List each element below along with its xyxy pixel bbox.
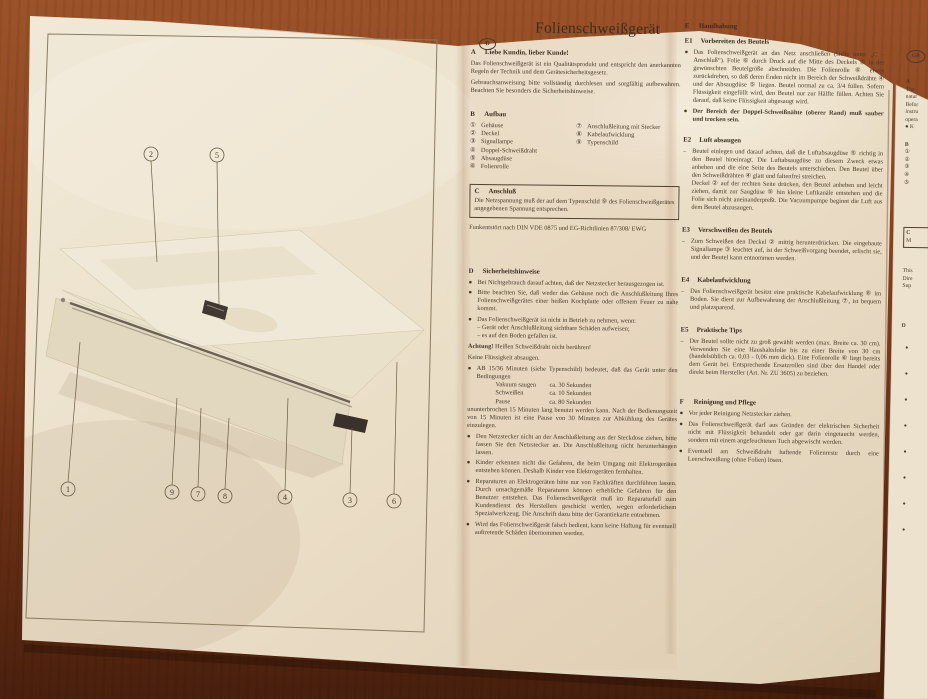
language-badge-gb: GB: [906, 50, 925, 63]
part-item: ⑥ Folienrolle: [469, 163, 509, 171]
column-german-handling: [677, 23, 885, 586]
section-letter: B: [470, 110, 475, 118]
gb-truncated-text: This Dire Sup: [902, 268, 913, 290]
step-item: ● Das Folienschweißgerät an das Netz anschließen (siehe unter „C – Anschluß“). Folie ⑥ durch Druck auf die Mitte des Deckels ② in der gewünschten Beutelgröße abschneiden. Die Folienrolle ⑥ etwas zurückdrehen, so daß deren Enden nicht im Bereich der Schweißdrähte ④ und der Absaugdüse ⑤ liegen. Beutel normal zu ca. 3/4 füllen. Sofern Flüssigkeit eingefüllt wird, den Beutel nur zur Hälfte füllen. Achten Sie darauf, daß keine Flüssigkeit abgesaugt wird.: [684, 48, 885, 105]
step-item: – Das Folienschweißgerät besitzt eine praktische Kabelaufwicklung ⑧ im Boden. Sie dient zur Aufbewahrung der Anschlußleitung ⑦, ist bequem und platzsparend.: [681, 287, 882, 311]
safety-item: Keine Flüssigkeit absaugen.: [467, 353, 540, 362]
section-f-heading: Reinigung und Pflege: [693, 399, 756, 407]
gb-bullet-column: ● ● ● ● ● ● ● ●: [902, 346, 909, 534]
part-item: ⑤ Absaugdüse: [469, 154, 513, 163]
safety-item: ● Wird das Folienschweißgerät falsch bedient, kann keine Haftung für eventuell auftretende Schäden übernommen werden.: [465, 520, 677, 538]
safety-item: ● Reparaturen an Elektrogeräten bitte nur von Fachkräften durchführen lassen. Durch unsachgemäße Reparaturen können erhebliche Gefahren für den Benutzer entstehen. Das Folienschweißgerät muß im Reparaturfall zum Kundendienst des Herstellers geschickt werden, wegen erforderlichem Spezialwerkzeug. Die Anschrift dazu bitte der Garantiekarte entnehmen.: [466, 478, 677, 520]
safety-item: ununterbrochen 15 Minuten lang benutzt werden kann. Nach der Bedienungszeit von 15 Minuten ist eine Pause von 30 Minuten zur Abkühlung des Gerätes einzulegen.: [467, 405, 678, 429]
duty-cycle-row: Vakuum saugen ca. 30 Sekunden: [495, 381, 592, 390]
safety-item: ● Bei Nichtgebrauch darauf achten, daß der Netzstecker herausgezogen ist.: [468, 278, 665, 288]
care-item: ● Das Folienschweißgerät darf aus Gründen der elektrischen Sicherheit nicht mit Flüssigkeit behandelt oder gar darin eingetaucht werden, sondern mit einem angefeuchteten Tuch abgewischt werden.: [679, 420, 880, 446]
gb-parts-list-edge: B ① ② ③ ④ ⑤: [904, 141, 910, 186]
section-f: F Reinigung und Pflege ● Vor jeder Reinigung Netzstecker ziehen. ● Das Folienschweißgerät darf aus Gründen der elektrischen Sicherheit nicht mit Flüssigkeit behandelt oder gar darin eingetaucht werden, sondern mit einem angefeuchteten Tuch abgewischt werden. ● Eventuell am Schweißdraht haftende Folienreste durch eine Leerschweißung (ohne Folien) lösen.: [679, 399, 880, 466]
section-letter: E: [684, 22, 690, 30]
step-item: – Beutel einlegen und darauf achten, daß die Luftabsaugdüse ⑤ richtig in den Beutel hineinragt. Die Luftabsaugdüse zu diesem Zweck etwas anheben und die eine Seite des Beutels unterschieben. Den Beutel über den Schweißdrähten ④ glatt und faltenfrei streichen.: [683, 148, 884, 181]
section-e5: E5 Praktische Tips – Der Beutel sollte nicht zu groß gewählt werden (max. Breite ca. 30 cm). Verwenden Sie eine Haushaltsfolie bis zu einer Breite von 30 cm (handelsüblich ca. 0,03 - 0,06 mm dick). Eine Folienrolle ⑥ liegt bereits dem Gerät bei. Entsprechende Ersatzrollen sind über den Handel oder direkt beim Hersteller (Art. Nr. ZU 3605) zu beziehen.: [680, 326, 881, 378]
section-a-paragraph: Das Folienschweißgerät ist ein Qualitätsprodukt und entspricht den anerkannten Regeln der Technik und dem Gerätesicherheitsgesetz.: [470, 59, 681, 77]
section-e-heading: Handhabung: [698, 22, 738, 31]
step-item: – Der Beutel sollte nicht zu groß gewählt werden (max. Breite ca. 30 cm). Verwenden Sie eine Haushaltsfolie bis zu einer Breite von 30 cm (handelsüblich ca. 0,03 - 0,06 mm dick). Eine Folienrolle ⑥ liegt bereits dem Gerät bei. Entsprechende Ersatzrollen sind über den Handel oder direkt beim Hersteller (Art. Nr. ZU 3605) zu beziehen.: [680, 337, 881, 378]
safety-item: ● Bitte beachten Sie, daß weder das Gehäuse noch die Anschlußleitung Ihres Folienschweißgerätes einer heißen Kochplatte oder offenem Feuer zu nahe kommt.: [468, 289, 679, 313]
part-item: ⑨ Typenschild: [575, 139, 619, 147]
section-d: [466, 267, 679, 539]
section-a-heading: Liebe Kundin, lieber Kunde!: [484, 49, 569, 57]
safety-item: ● AB 15/36 Minuten (siehe Typenschild) bedeutet, daß das Gerät unter den Bedingungen: [467, 364, 678, 381]
step-item: – Zum Schweißen den Deckel ② mittig herunterdrücken. Die eingebaute Signallampe ③ leuchtet auf, ist der Schweißvorgang beendet, erlischt sie, und der Beutel kann entnommen werden.: [681, 237, 882, 263]
section-letter: C: [474, 187, 480, 195]
step-item: ● Der Bereich der Doppel-Schweißnähte (oberer Rand) muß sauber und trocken sein.: [683, 107, 884, 123]
callout-number: 5: [215, 151, 219, 160]
section-e2: E2 Luft absaugen – Beutel einlegen und darauf achten, daß die Luftabsaugdüse ⑤ richtig in den Beutel hineinragt. Die Luftabsaugdüse zu diesem Zweck etwas anheben und die eine Seite des Beutels unterschieben. Den Beutel über den Schweißdrähten ④ glatt und faltenfrei streichen. Deckel ② auf der rechten Seite drücken, den Beutel anheben und leicht ziehen, damit zur Saugdüse ⑤ hin kleine Luftkanäle entstehen und die Folie sich nicht aneinanderpreßt. Die Vacuumpumpe beginnt die Luft aus dem Beutel abzusaugen.: [682, 137, 883, 214]
section-e1: E1 Vorbereiten des Beutels ● Das Folienschweißgerät an das Netz anschließen (siehe unter „C – Anschluß“). Folie ⑥ durch Druck auf die Mitte des Deckels ② in der gewünschten Beutelgröße abschneiden. Die Folienrolle ⑥ etwas zurückdrehen, so daß deren Enden nicht im Bereich der Schweißdrähte ④ und der Absaugdüse ⑤ liegen. Beutel normal zu ca. 3/4 füllen. Sofern Flüssigkeit eingefüllt wird, den Beutel nur zur Hälfte füllen. Achten Sie darauf, daß keine Flüssigkeit abgesaugt wird. ● Der Bereich der Doppel-Schweißnähte (oberer Rand) muß sauber und trocken sein.: [684, 38, 885, 126]
section-e3: E3 Verschweißen des Beutels – Zum Schweißen den Deckel ② mittig herunterdrücken. Die eingebaute Signallampe ③ leuchtet auf, ist der Schweißvorgang beendet, erlischt sie, und der Beutel kann entnommen werden.: [682, 227, 882, 265]
callout-number: 8: [223, 492, 227, 501]
safety-subitem: – Gerät oder Anschlußleitung sichtbare Schäden aufweisen;: [477, 324, 630, 333]
column-german-main: [465, 17, 682, 651]
gb-connection-box-edge: C M: [903, 227, 928, 249]
safety-subitem: – es auf den Boden gefallen ist.: [476, 332, 558, 340]
radio-suppression-note: Funkentstört nach DIN VDE 0875 und EG-Richtlinien 87/308/ EWG: [469, 223, 647, 233]
callout-number: 2: [149, 150, 153, 159]
duty-cycle-row: Pause ca. 80 Sekunden: [495, 397, 592, 406]
callout-number: 6: [392, 497, 396, 506]
gb-section-d: D: [901, 322, 906, 329]
section-e3-heading: Verschweißen des Beutels: [697, 226, 773, 235]
page-title: Folienschweißgerät: [535, 19, 661, 38]
callout-number: 3: [348, 496, 352, 505]
safety-item: ● Das Folienschweißgerät ist nicht in Betrieb zu nehmen, wenn:: [468, 316, 637, 325]
section-a: [471, 49, 681, 97]
language-badge-d: D: [479, 38, 496, 50]
step-item: Deckel ② auf der rechten Seite drücken, den Beutel anheben und leicht ziehen, damit zur Saugdüse ⑤ hin kleine Luftkanäle entstehen und die Folie sich nicht aneinanderpreßt. Die Vacuumpumpe beginnt die Luft aus dem Beutel abzusaugen.: [691, 179, 883, 212]
section-b: [470, 111, 681, 174]
device-end-detail: [61, 298, 65, 302]
callout-number: 4: [283, 493, 287, 502]
section-a-paragraph: Gebrauchsanweisung bitte vollständig durchlesen und sorgfältig aufbewahren. Beachten Sie besonders die Sicherheitshinweise.: [470, 78, 681, 96]
part-item: ③ Signallampe: [469, 138, 513, 146]
section-d-heading: Sicherheitshinweise: [482, 267, 540, 276]
part-item: ⑧ Kabelaufwicklung: [576, 131, 635, 139]
section-c-heading: Anschluß: [488, 187, 517, 196]
care-item: ● Eventuell am Schweißdraht haftende Folienreste durch eine Leerschweißung (ohne Folien) lösen.: [678, 447, 879, 464]
callout-number: 9: [170, 488, 174, 497]
section-c-box: [469, 184, 679, 220]
section-e4: E4 Kabelaufwicklung – Das Folienschweißgerät besitzt eine praktische Kabelaufwicklung ⑧ im Boden. Sie dient zur Aufbewahrung der Anschlußleitung ⑦, ist bequem und platzsparend.: [681, 276, 881, 314]
safety-item: ● Den Netzstecker nicht an der Anschlußleitung aus der Steckdose ziehen, bitte fassen Sie den Netzstecker an. Die Anschlußleitung nicht herunterhängen lassen.: [466, 432, 677, 456]
safety-warning: Achtung! Heißen Schweißdraht nicht berühren!: [467, 342, 592, 352]
section-e1-heading: Vorbereiten des Beutels: [700, 37, 770, 46]
callout-number: 1: [66, 485, 70, 494]
part-item: ⑦ Anschlußleitung mit Stecker: [576, 122, 661, 131]
gb-truncated-text: A The natur Befor instru opera ● K: [905, 78, 919, 131]
section-e4-heading: Kabelaufwicklung: [697, 276, 751, 285]
section-e2-heading: Luft absaugen: [699, 137, 742, 145]
part-item: ① Gehäuse: [470, 121, 504, 130]
part-item: ② Deckel: [470, 129, 500, 138]
care-item: ● Vor jeder Reinigung Netzstecker ziehen.: [679, 409, 792, 419]
safety-item: ● Kinder erkennen nicht die Gefahren, die beim Umgang mit Elektrogeräten entstehen können. Deshalb Kinder von Elektrogeräten fernhalten.: [466, 459, 677, 477]
part-item: ④ Doppel-Schweißdraht: [469, 146, 538, 155]
section-letter: A: [470, 48, 476, 56]
section-b-heading: Aufbau: [484, 110, 507, 119]
section-letter: D: [468, 267, 474, 275]
section-c-body: Die Netzspannung muß der auf dem Typenschild ⑨ des Folienschweißgerätes angegebenen Spannung entsprechen.: [474, 196, 675, 213]
callout-number: 7: [196, 490, 200, 499]
section-e5-heading: Praktische Tips: [696, 326, 742, 335]
duty-cycle-row: Schweißen ca. 10 Sekunden: [495, 389, 592, 398]
parts-list: [470, 122, 681, 174]
